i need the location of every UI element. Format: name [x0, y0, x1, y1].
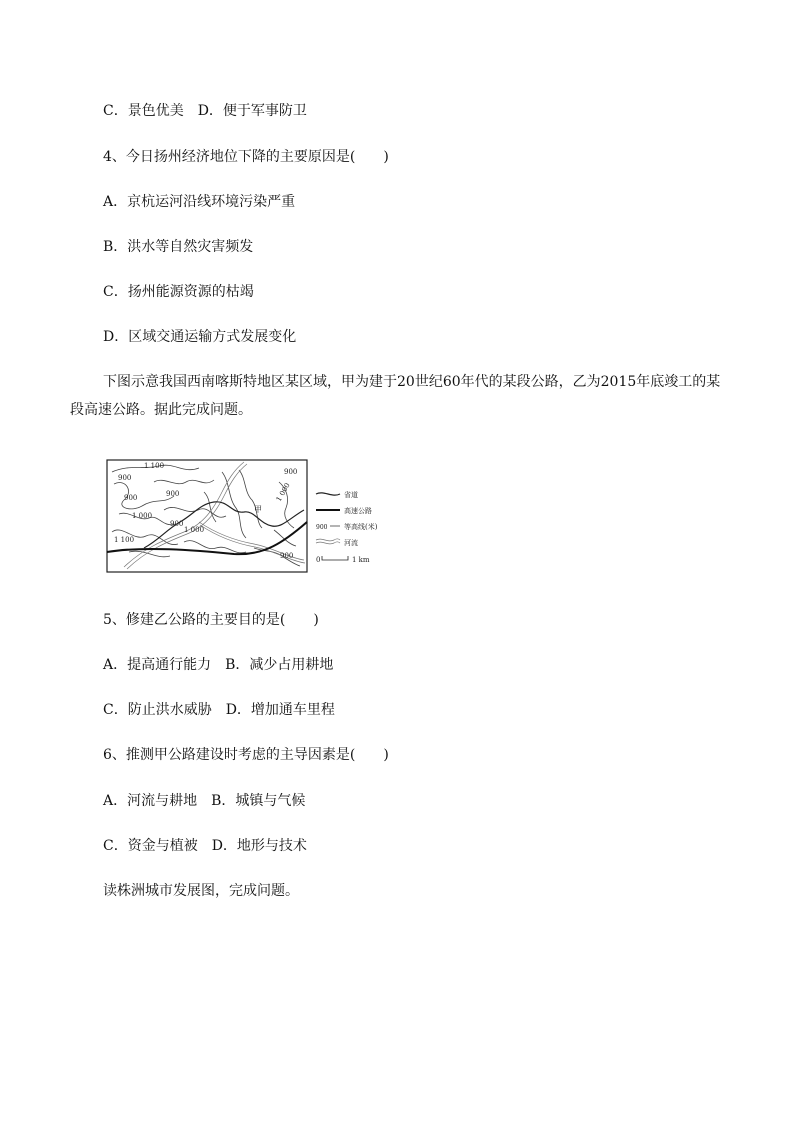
contour-label: 900	[280, 552, 294, 560]
map-intro-text: 下图示意我国西南喀斯特地区某区域，甲为建于20世纪60年代的某段公路，乙为2015年底竣工的某段高速公路。据此完成问题。	[70, 374, 721, 418]
contour-label: 900	[118, 474, 132, 482]
place-label-jia: 甲	[254, 505, 262, 514]
q4-option-c: C．扬州能源资源的枯竭	[103, 284, 254, 300]
legend-river-symbol	[316, 539, 340, 541]
contour-label: 1 000	[132, 512, 153, 520]
contour-label: 1 100	[114, 536, 135, 544]
scale-zero-label: 0	[316, 556, 321, 564]
question-6: 6、推测甲公路建设时考虑的主导因素是( )	[103, 747, 389, 763]
scale-bar	[322, 556, 348, 560]
q4-option-b: B．洪水等自然灾害频发	[103, 239, 254, 255]
legend-province-road-label: 省道	[344, 491, 358, 499]
map-intro-paragraph	[70, 368, 722, 424]
q6-options-cd: C．资金与植被 D．地形与技术	[103, 838, 307, 854]
legend-river-label: 河流	[344, 539, 358, 547]
legend-expressway-label: 高速公路	[344, 507, 372, 515]
map-legend	[316, 490, 378, 564]
scale-unit-label: 1 km	[352, 556, 370, 564]
legend-contour-value: 900	[316, 524, 328, 531]
zhuzhou-intro: 读株洲城市发展图，完成问题。	[103, 883, 299, 899]
q6-options-ab: A．河流与耕地 B．城镇与气候	[103, 793, 306, 809]
contour-label: 1 100	[144, 462, 165, 470]
q4-option-d: D．区域交通运输方式发展变化	[103, 329, 297, 345]
legend-province-road-symbol	[316, 493, 340, 495]
q4-option-a: A．京杭运河沿线环境污染严重	[103, 194, 296, 210]
question-4: 4、今日扬州经济地位下降的主要原因是( )	[103, 149, 389, 165]
legend-contour-label: 等高线(米)	[344, 523, 378, 531]
contour-label: 1 000	[274, 481, 292, 503]
q5-options-ab: A．提高通行能力 B．减少占用耕地	[103, 657, 334, 673]
q5-options-cd: C．防止洪水威胁 D．增加通车里程	[103, 702, 335, 718]
contour-label: 900	[170, 520, 184, 528]
contour-label: 1 000	[184, 526, 205, 534]
q3-options-cd: C．景色优美 D．便于军事防卫	[103, 103, 307, 119]
question-5: 5、修建乙公路的主要目的是( )	[103, 612, 319, 628]
contour-label: 900	[166, 490, 180, 498]
legend-river-symbol	[316, 542, 340, 544]
karst-road-map	[104, 452, 409, 578]
contour-label: 900	[284, 468, 298, 476]
contour-label: 900	[124, 494, 138, 502]
